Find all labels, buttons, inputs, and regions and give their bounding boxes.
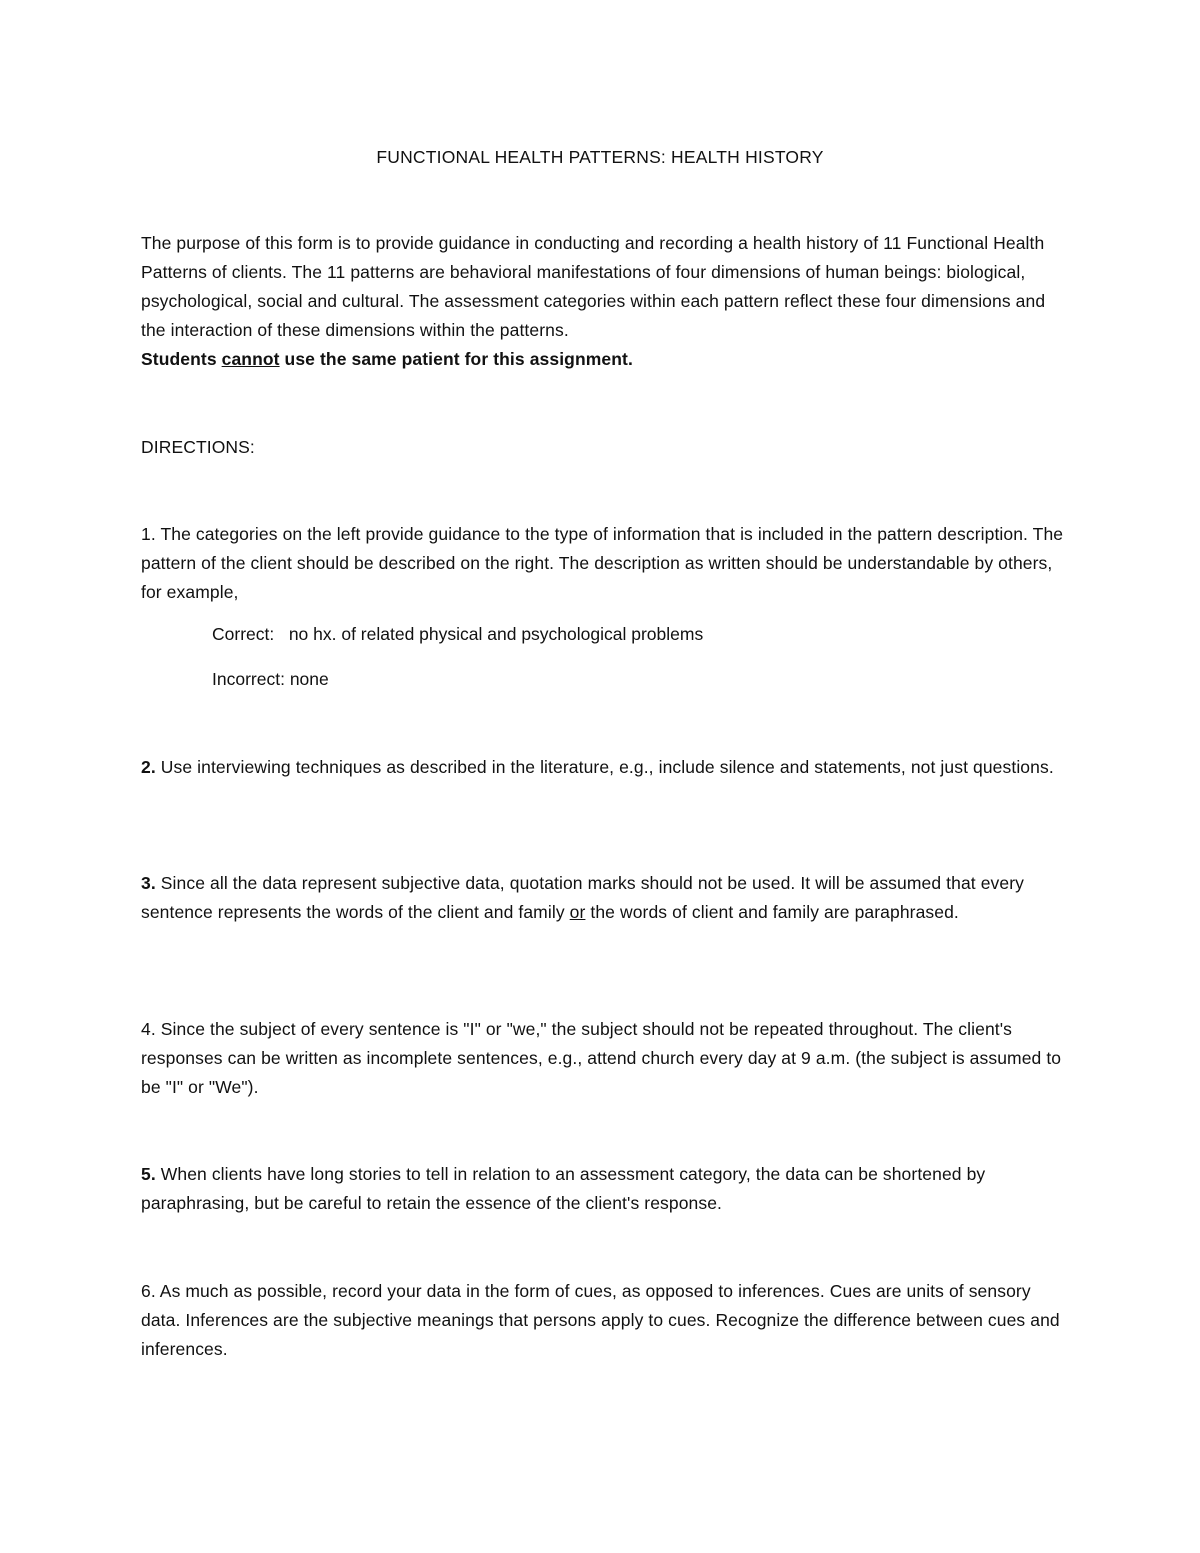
correct-text: no hx. of related physical and psychological problems [274, 624, 704, 644]
direction-text: When clients have long stories to tell in relation to an assessment category, the data can be shortened by paraphrasing, but be careful to retain the essence of the client's response. [141, 1164, 986, 1213]
direction-text: As much as possible, record your data in the form of cues, as opposed to inferences. Cues are units of sensory data. Inferences are the subjective meanings that persons apply to cues. Recognize the difference between cues and inferences. [141, 1281, 1060, 1359]
direction-number: 1. [141, 524, 156, 544]
intro-text: The purpose of this form is to provide guidance in conducting and recording a health history of 11 Functional Health Patterns of clients. The 11 patterns are behavioral manifestations of four dimensions of human beings: biological, psychological, social and cultural. The assessment categories within each pattern reflect these four dimensions and the interaction of these dimensions within the patterns. [141, 233, 1046, 340]
direction-underlined-word: or [569, 902, 586, 922]
direction-item-5 [141, 1160, 1066, 1218]
incorrect-label: Incorrect: [212, 669, 285, 689]
intro-bold-underlined: cannot [221, 349, 280, 369]
direction-number: 5. [141, 1164, 156, 1184]
direction-number: 3. [141, 873, 156, 893]
direction-text: Since the subject of every sentence is "I" or "we," the subject should not be repeated throughout. The client's responses can be written as incomplete sentences, e.g., attend church every day at 9 a.m. (the subject is assumed to be "I" or "We"). [141, 1019, 1062, 1097]
intro-bold-prefix: Students [141, 349, 222, 369]
direction-text-after: the words of client and family are paraphrased. [585, 902, 959, 922]
incorrect-text: none [284, 669, 329, 689]
intro-paragraph [141, 229, 1066, 374]
direction-item-6 [141, 1277, 1066, 1364]
directions-heading: DIRECTIONS: [141, 437, 255, 457]
correct-label: Correct: [212, 624, 275, 644]
direction-item-3 [141, 869, 1066, 927]
page-title: FUNCTIONAL HEALTH PATTERNS: HEALTH HISTORY [376, 147, 824, 167]
direction-text-before: Since all the data represent subjective data, quotation marks should not be used. It will be assumed that every sentence represents the words of the client and family [141, 873, 1025, 922]
direction-item-4 [141, 1015, 1066, 1102]
direction-number: 6. [141, 1281, 156, 1301]
intro-bold-suffix: use the same patient for this assignment. [279, 349, 633, 369]
direction-item-2 [141, 753, 1066, 782]
direction-number: 2. [141, 757, 156, 777]
example-correct [212, 620, 703, 649]
example-incorrect [212, 665, 329, 694]
direction-text: Use interviewing techniques as described in the literature, e.g., include silence and statements, not just questions. [155, 757, 1054, 777]
direction-text: The categories on the left provide guidance to the type of information that is included in the pattern description. The pattern of the client should be described on the right. The description as written should be understandable by others, for example, [141, 524, 1064, 602]
direction-number: 4. [141, 1019, 156, 1039]
direction-item-1 [141, 520, 1066, 607]
